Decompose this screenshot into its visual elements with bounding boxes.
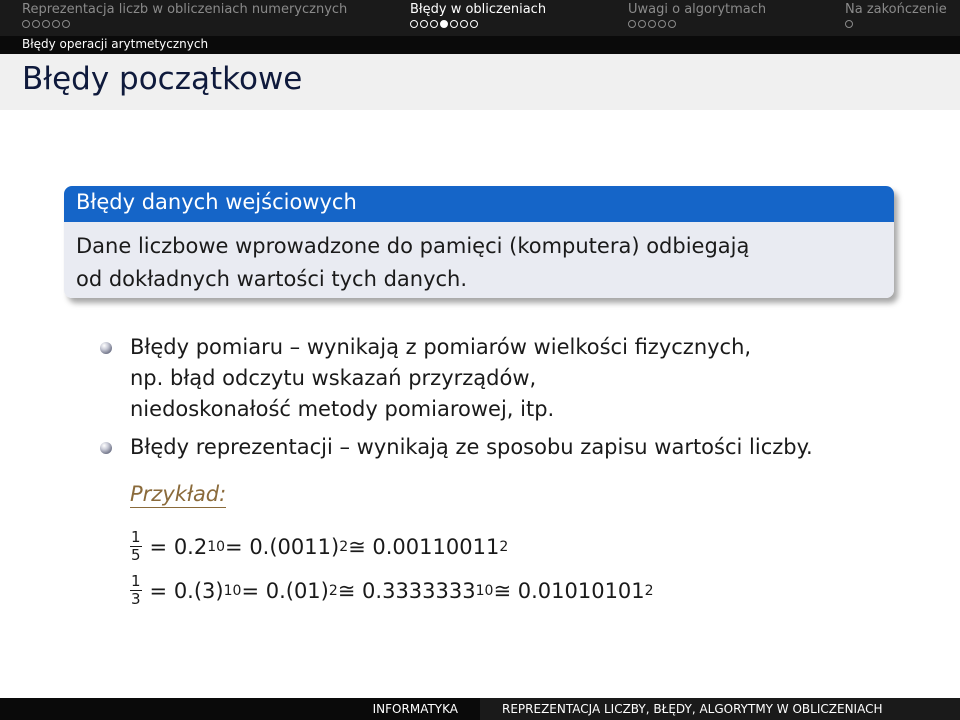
definition-block: [64, 186, 894, 298]
list-item-line: np. błąd odczytu wskazań przyrządów,: [130, 366, 537, 390]
nav-section-zakonczenie[interactable]: Na zakończenie: [845, 2, 947, 17]
nav-dots-reprezentacja[interactable]: [22, 20, 70, 28]
formula-base: 2: [499, 538, 509, 555]
nav-dot-icon[interactable]: [420, 20, 428, 28]
fraction-denominator: 3: [131, 590, 141, 608]
frame-title-bar: [0, 54, 960, 110]
fraction-numerator: 1: [131, 528, 141, 546]
list-item-bledy-reprezentacji: [98, 432, 938, 463]
example-label: Przykład:: [130, 482, 227, 506]
nav-dot-icon[interactable]: [410, 20, 418, 28]
fraction-denominator: 5: [131, 546, 141, 564]
nav-dots-zakonczenie[interactable]: [845, 20, 853, 28]
nav-dot-icon[interactable]: [430, 20, 438, 28]
nav-dot-icon[interactable]: [42, 20, 50, 28]
footer-bar: [0, 698, 960, 720]
formula-part: ≅ 0.3333333: [337, 578, 476, 603]
nav-dot-icon[interactable]: [638, 20, 646, 28]
nav-dot-icon[interactable]: [450, 20, 458, 28]
nav-section-bledy[interactable]: Błędy w obliczeniach: [410, 2, 547, 17]
nav-dot-icon[interactable]: [440, 20, 448, 28]
formula-base: 2: [644, 582, 654, 599]
list-item-line: Błędy pomiaru – wynikają z pomiarów wielkości fizycznych,: [130, 335, 752, 359]
nav-dot-icon[interactable]: [648, 20, 656, 28]
formula-base: 10: [207, 538, 226, 555]
formula-one-fifth: [130, 530, 508, 563]
formula-part: = 0.(01): [241, 578, 329, 603]
nav-dot-icon[interactable]: [470, 20, 478, 28]
nav-dots-uwagi[interactable]: [628, 20, 676, 28]
formula-base: 2: [339, 538, 349, 555]
nav-dot-icon[interactable]: [460, 20, 468, 28]
footer-left: INFORMATYKA: [0, 698, 480, 720]
block-line: Dane liczbowe wprowadzone do pamięci (komputera) odbiegają: [76, 234, 750, 258]
fraction: [130, 530, 142, 563]
bullet-ball-icon: [100, 442, 112, 454]
list-item-line: niedoskonałość metody pomiarowej, itp.: [130, 397, 555, 421]
formula-part: ≅ 0.00110011: [348, 534, 500, 559]
formula-part: ≅ 0.01010101: [493, 578, 645, 603]
nav-dot-icon[interactable]: [62, 20, 70, 28]
block-title: Błędy danych wejściowych: [64, 186, 894, 222]
page-title: Błędy początkowe: [22, 61, 303, 97]
nav-dot-icon[interactable]: [22, 20, 30, 28]
list-item-line: Błędy reprezentacji – wynikają ze sposobu zapisu wartości liczby.: [130, 435, 813, 459]
formula-base: 2: [328, 582, 338, 599]
fraction-numerator: 1: [131, 572, 141, 590]
formula-part: = 0.2: [149, 534, 208, 559]
footer-right: REPREZENTACJA LICZBY, BŁĘDY, ALGORYTMY W OBLICZENIACH: [480, 698, 960, 720]
nav-dot-icon[interactable]: [845, 20, 853, 28]
nav-section-reprezentacja[interactable]: Reprezentacja liczb w obliczeniach numerycznych: [22, 2, 348, 17]
nav-dot-icon[interactable]: [32, 20, 40, 28]
formula-one-third: [130, 574, 654, 607]
bullet-ball-icon: [100, 342, 112, 354]
bullet-list: [98, 332, 938, 470]
formula-base: 10: [475, 582, 494, 599]
block-body: [64, 222, 894, 298]
navigation-bar: [0, 0, 960, 36]
formula-part: = 0.(0011): [225, 534, 340, 559]
nav-dot-icon[interactable]: [668, 20, 676, 28]
formula-part: = 0.(3): [149, 578, 224, 603]
list-item-bledy-pomiaru: [98, 332, 938, 425]
subsection-bar: [0, 36, 960, 54]
nav-dots-bledy[interactable]: [410, 20, 478, 28]
nav-dot-icon[interactable]: [52, 20, 60, 28]
fraction: [130, 574, 142, 607]
subsection-label[interactable]: Błędy operacji arytmetycznych: [22, 37, 209, 51]
nav-dot-icon[interactable]: [628, 20, 636, 28]
nav-section-uwagi[interactable]: Uwagi o algorytmach: [628, 2, 767, 17]
nav-dot-icon[interactable]: [658, 20, 666, 28]
formula-base: 10: [223, 582, 242, 599]
block-line: od dokładnych wartości tych danych.: [76, 267, 468, 291]
